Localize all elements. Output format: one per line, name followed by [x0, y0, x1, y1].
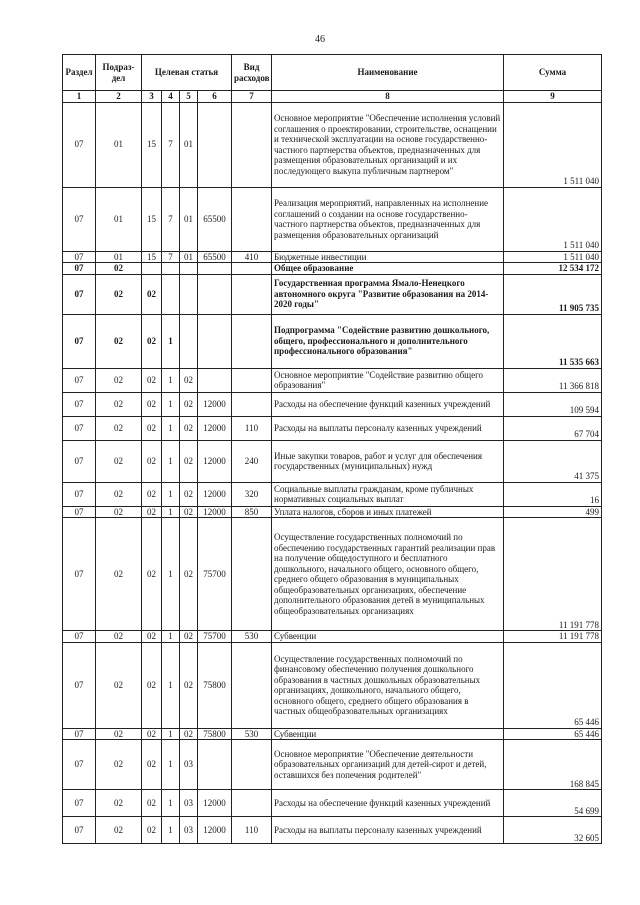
cell-c4: 12000 [198, 790, 232, 817]
cell-sum: 65 446 [504, 728, 602, 740]
index-cell: 3 [142, 91, 162, 103]
cell-c1: 02 [142, 631, 162, 643]
cell-name: Государственная программа Ямало-Ненецкого автономного округа "Развитие образования на 2014-2020 годы" [272, 274, 504, 314]
cell-name: Основное мероприятие "Обеспечение деятельности образовательных организаций для детей-сирот и детей, оставшихся без попечения родителей" [272, 740, 504, 790]
page-number: 46 [315, 34, 325, 45]
cell-c4 [198, 263, 232, 275]
cell-sum: 32 605 [504, 817, 602, 844]
table-row [63, 482, 602, 506]
cell-name: Расходы на выплаты персоналу казенных учреждений [272, 416, 504, 440]
cell-sum: 11 191 778 [504, 631, 602, 643]
cell-r: 07 [63, 817, 96, 844]
cell-c4: 75800 [198, 728, 232, 740]
cell-c3: 02 [180, 518, 198, 631]
cell-c3: 02 [180, 416, 198, 440]
index-cell: 1 [63, 91, 96, 103]
cell-c2: 1 [162, 518, 180, 631]
cell-p: 02 [96, 790, 142, 817]
table-row [63, 440, 602, 482]
index-cell: 4 [162, 91, 180, 103]
cell-c4: 12000 [198, 392, 232, 416]
cell-vid [232, 642, 272, 728]
cell-c4: 65500 [198, 187, 232, 251]
cell-name: Подпрограмма "Содействие развитию дошкольного, общего, профессионального и дополнительного профессионального образования" [272, 314, 504, 368]
cell-c1: 15 [142, 251, 162, 263]
cell-r: 07 [63, 506, 96, 518]
cell-c1: 02 [142, 440, 162, 482]
cell-c4 [198, 274, 232, 314]
cell-c3: 02 [180, 506, 198, 518]
cell-c2 [162, 274, 180, 314]
cell-c3: 02 [180, 392, 198, 416]
cell-vid: 530 [232, 728, 272, 740]
budget-table [62, 54, 602, 844]
cell-p: 02 [96, 482, 142, 506]
table-row [63, 518, 602, 631]
cell-r: 07 [63, 740, 96, 790]
cell-r: 07 [63, 790, 96, 817]
table-row [63, 102, 602, 187]
cell-name: Субвенции [272, 631, 504, 643]
cell-c1: 02 [142, 740, 162, 790]
cell-p: 02 [96, 728, 142, 740]
cell-sum: 12 534 172 [504, 263, 602, 275]
cell-sum: 11 535 663 [504, 314, 602, 368]
header-summa: Сумма [504, 55, 602, 91]
cell-r: 07 [63, 251, 96, 263]
cell-c2: 7 [162, 251, 180, 263]
table-row [63, 263, 602, 275]
index-row [63, 91, 602, 103]
cell-c3: 01 [180, 251, 198, 263]
cell-p: 02 [96, 368, 142, 392]
cell-c1: 15 [142, 187, 162, 251]
cell-c4 [198, 368, 232, 392]
table-row [63, 274, 602, 314]
cell-sum: 1 511 040 [504, 187, 602, 251]
header-podrazdel: Подраз-дел [96, 55, 142, 91]
cell-c1: 02 [142, 416, 162, 440]
cell-c3: 03 [180, 740, 198, 790]
cell-vid [232, 102, 272, 187]
cell-c2: 1 [162, 392, 180, 416]
cell-c1: 02 [142, 274, 162, 314]
cell-vid [232, 263, 272, 275]
cell-c2: 1 [162, 790, 180, 817]
cell-c3: 02 [180, 440, 198, 482]
cell-p: 02 [96, 631, 142, 643]
cell-sum: 67 704 [504, 416, 602, 440]
cell-vid: 850 [232, 506, 272, 518]
cell-p: 02 [96, 518, 142, 631]
cell-c4: 12000 [198, 506, 232, 518]
cell-vid [232, 274, 272, 314]
table-row [63, 631, 602, 643]
cell-c3: 03 [180, 817, 198, 844]
cell-sum: 1 511 040 [504, 102, 602, 187]
header-celevaya: Целевая статья [142, 55, 232, 91]
cell-name: Расходы на обеспечение функций казенных учреждений [272, 392, 504, 416]
cell-name: Общее образование [272, 263, 504, 275]
cell-p: 01 [96, 187, 142, 251]
cell-c2: 1 [162, 482, 180, 506]
cell-c2 [162, 263, 180, 275]
cell-vid [232, 314, 272, 368]
cell-c2: 1 [162, 642, 180, 728]
cell-c2: 1 [162, 728, 180, 740]
index-cell: 5 [180, 91, 198, 103]
cell-r: 07 [63, 518, 96, 631]
index-cell: 9 [504, 91, 602, 103]
header-name: Наименование [272, 55, 504, 91]
cell-c1: 02 [142, 314, 162, 368]
cell-sum: 41 375 [504, 440, 602, 482]
cell-r: 07 [63, 274, 96, 314]
cell-p: 02 [96, 392, 142, 416]
cell-c1: 02 [142, 392, 162, 416]
cell-vid [232, 368, 272, 392]
cell-r: 07 [63, 368, 96, 392]
cell-c2: 1 [162, 440, 180, 482]
table-row [63, 416, 602, 440]
cell-sum: 65 446 [504, 642, 602, 728]
table-row [63, 642, 602, 728]
cell-c3 [180, 314, 198, 368]
cell-c4: 12000 [198, 482, 232, 506]
cell-name: Субвенции [272, 728, 504, 740]
cell-p: 02 [96, 642, 142, 728]
cell-vid [232, 187, 272, 251]
cell-c1 [142, 263, 162, 275]
cell-c1: 02 [142, 790, 162, 817]
cell-name: Уплата налогов, сборов и иных платежей [272, 506, 504, 518]
header-razdel: Раздел [63, 55, 96, 91]
cell-p: 02 [96, 817, 142, 844]
cell-vid: 410 [232, 251, 272, 263]
table-row [63, 392, 602, 416]
cell-p: 02 [96, 314, 142, 368]
cell-c4 [198, 102, 232, 187]
header-vid: Вид расходов [232, 55, 272, 91]
cell-c2: 1 [162, 416, 180, 440]
cell-sum: 54 699 [504, 790, 602, 817]
cell-r: 07 [63, 392, 96, 416]
cell-sum: 11 191 778 [504, 518, 602, 631]
cell-c2: 1 [162, 817, 180, 844]
index-cell: 7 [232, 91, 272, 103]
cell-name: Осуществление государственных полномочий по финансовому обеспечению получения дошкольного образования в частных дошкольных образовательных организациях, дошкольного, начального общего, основного общего, среднего общего образования в частных общеобразовательных организациях [272, 642, 504, 728]
cell-vid: 110 [232, 817, 272, 844]
cell-name: Иные закупки товаров, работ и услуг для обеспечения государственных (муниципальных) нужд [272, 440, 504, 482]
cell-c3: 02 [180, 482, 198, 506]
table-row [63, 187, 602, 251]
cell-p: 02 [96, 506, 142, 518]
cell-vid [232, 790, 272, 817]
cell-c2: 7 [162, 187, 180, 251]
cell-name: Социальные выплаты гражданам, кроме публичных нормативных социальных выплат [272, 482, 504, 506]
table-row [63, 314, 602, 368]
cell-c1: 02 [142, 482, 162, 506]
cell-c4: 12000 [198, 440, 232, 482]
cell-r: 07 [63, 728, 96, 740]
cell-sum: 109 594 [504, 392, 602, 416]
cell-p: 02 [96, 274, 142, 314]
index-cell: 8 [272, 91, 504, 103]
cell-name: Основное мероприятие "Содействие развитию общего образования" [272, 368, 504, 392]
cell-c3: 02 [180, 642, 198, 728]
cell-c1: 02 [142, 368, 162, 392]
cell-c2: 7 [162, 102, 180, 187]
cell-vid: 240 [232, 440, 272, 482]
cell-c4 [198, 740, 232, 790]
cell-p: 01 [96, 251, 142, 263]
table-row [63, 817, 602, 844]
cell-vid: 530 [232, 631, 272, 643]
index-cell: 2 [96, 91, 142, 103]
cell-r: 07 [63, 416, 96, 440]
cell-c2: 1 [162, 740, 180, 790]
cell-name: Расходы на выплаты персоналу казенных учреждений [272, 817, 504, 844]
cell-r: 07 [63, 314, 96, 368]
cell-c3: 02 [180, 368, 198, 392]
cell-r: 07 [63, 187, 96, 251]
cell-p: 02 [96, 740, 142, 790]
cell-sum: 16 [504, 482, 602, 506]
cell-c3: 01 [180, 102, 198, 187]
cell-name: Расходы на обеспечение функций казенных учреждений [272, 790, 504, 817]
cell-c1: 02 [142, 642, 162, 728]
cell-name: Осуществление государственных полномочий по обеспечению государственных гарантий реализации прав на получение общедоступного и бесплатного дошкольного, начального общего, основного общего, среднего общего образования в муниципальных общеобразовательных организациях, обеспечение дополнительного образования детей в муниципальных общеобразовательных организациях [272, 518, 504, 631]
cell-name: Реализация мероприятий, направленных на исполнение соглашений о создании на основе государственно-частного партнерства объектов, предназначенных для размещения образовательных организаций [272, 187, 504, 251]
cell-sum: 11 905 735 [504, 274, 602, 314]
cell-sum: 11 366 818 [504, 368, 602, 392]
cell-vid [232, 518, 272, 631]
cell-r: 07 [63, 631, 96, 643]
cell-vid [232, 740, 272, 790]
cell-c1: 15 [142, 102, 162, 187]
cell-c4: 75700 [198, 518, 232, 631]
cell-sum: 168 845 [504, 740, 602, 790]
cell-c3: 02 [180, 728, 198, 740]
cell-c4: 12000 [198, 416, 232, 440]
cell-name: Бюджетные инвестиции [272, 251, 504, 263]
cell-c3 [180, 263, 198, 275]
cell-c3: 01 [180, 187, 198, 251]
cell-vid: 320 [232, 482, 272, 506]
cell-r: 07 [63, 263, 96, 275]
cell-p: 02 [96, 440, 142, 482]
cell-r: 07 [63, 642, 96, 728]
cell-vid: 110 [232, 416, 272, 440]
cell-r: 07 [63, 482, 96, 506]
table-row [63, 506, 602, 518]
cell-c3: 02 [180, 631, 198, 643]
table-row [63, 740, 602, 790]
header-row [63, 55, 602, 91]
table-row [63, 790, 602, 817]
cell-c2: 1 [162, 368, 180, 392]
cell-name: Основное мероприятие "Обеспечение исполнения условий соглашения о проектировании, строительстве, оснащении и технической эксплуатации на основе государственно-частного партнерства объектов, предназначенных для размещения образовательных организаций и их последующего выкупа публичным партнером" [272, 102, 504, 187]
cell-r: 07 [63, 440, 96, 482]
cell-c3: 03 [180, 790, 198, 817]
cell-c2: 1 [162, 631, 180, 643]
table-body [63, 102, 602, 844]
cell-c2: 1 [162, 506, 180, 518]
cell-c4: 75700 [198, 631, 232, 643]
cell-p: 02 [96, 416, 142, 440]
cell-c2: 1 [162, 314, 180, 368]
index-cell: 6 [198, 91, 232, 103]
cell-c4: 65500 [198, 251, 232, 263]
cell-c1: 02 [142, 506, 162, 518]
cell-p: 02 [96, 263, 142, 275]
cell-c1: 02 [142, 518, 162, 631]
table-row [63, 368, 602, 392]
cell-c4: 75800 [198, 642, 232, 728]
cell-c4: 12000 [198, 817, 232, 844]
table-row [63, 251, 602, 263]
cell-vid [232, 392, 272, 416]
cell-c3 [180, 274, 198, 314]
cell-c1: 02 [142, 817, 162, 844]
cell-c4 [198, 314, 232, 368]
cell-c1: 02 [142, 728, 162, 740]
table-row [63, 728, 602, 740]
cell-sum: 499 [504, 506, 602, 518]
cell-p: 01 [96, 102, 142, 187]
cell-sum: 1 511 040 [504, 251, 602, 263]
cell-r: 07 [63, 102, 96, 187]
